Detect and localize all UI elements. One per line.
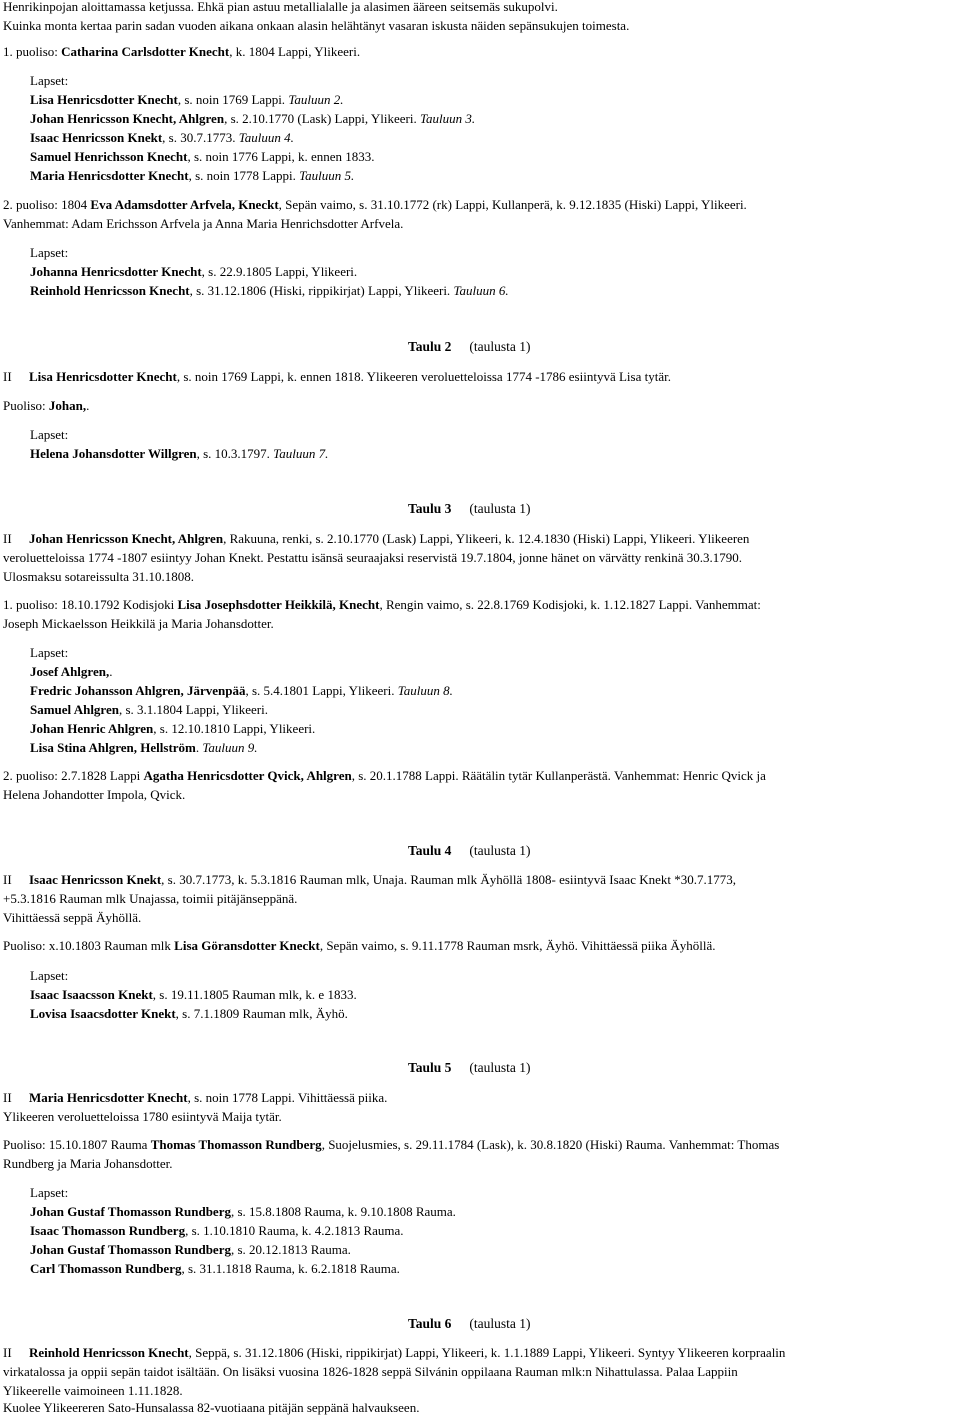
children-1-label: Lapset: — [30, 73, 69, 88]
child-entry: Helena Johansdotter Willgren, s. 10.3.1797. Tauluun 7. — [30, 446, 329, 461]
taulu-6-main: II Reinhold Henricsson Knecht, Seppä, s. 31.12.1806 (Hiski, rippikirjat) Lappi, Ylikeeri, k. 1.1.1889 Lappi, Ylikeeri. Syntyy Ylikeeren korpraalin — [3, 1345, 786, 1360]
child-entry: Lisa Stina Ahlgren, Hellström. Tauluun 9. — [30, 740, 258, 755]
table-reference: Tauluun 2. — [288, 92, 344, 107]
child-entry: Johan Gustaf Thomasson Rundberg, s. 20.12.1813 Rauma. — [30, 1242, 351, 1257]
table-reference: Tauluun 5. — [299, 168, 355, 183]
table-reference: Tauluun 4. — [238, 130, 294, 145]
child-entry: Johan Gustaf Thomasson Rundberg, s. 15.8.1808 Rauma, k. 9.10.1808 Rauma. — [30, 1204, 456, 1219]
taulu-6-line-2: virkatalossa ja oppii sepän taidot isältään. On lisäksi vuosina 1826-1828 seppä Silvánin oppilaana Rauman mlk:n Nihattulassa. Palaa Lappiin — [3, 1364, 738, 1379]
taulu-4-heading: Taulu 4 (taulusta 1) — [408, 843, 531, 858]
spouse-1-line: 1. puoliso: Catharina Carlsdotter Knecht, k. 1804 Lappi, Ylikeeri. — [3, 44, 361, 59]
taulu-3-spouse-2: 2. puoliso: 2.7.1828 Lappi Agatha Henricsdotter Qvick, Ahlgren, s. 20.1.1788 Lappi. Räätälin tytär Kullanperästä. Vanhemmat: Henric Qvick ja — [3, 768, 766, 783]
child-entry: Isaac Henricsson Knekt, s. 30.7.1773. Tauluun 4. — [30, 130, 294, 145]
taulu-6-line-4: Kuolee Ylikeereren Sato-Hunsalassa 82-vuotiaana pitäjän seppänä halvaukseen. — [3, 1400, 420, 1415]
taulu-2-heading: Taulu 2 (taulusta 1) — [408, 339, 531, 354]
taulu-3-main: II Johan Henricsson Knecht, Ahlgren, Rakuuna, renki, s. 2.10.1770 (Lask) Lappi, Ylikeeri, k. 12.4.1830 (Hiski) Lappi, Ylikeeri. Ylikeeren — [3, 531, 750, 546]
taulu-5-main: II Maria Henricsdotter Knecht, s. noin 1778 Lappi. Vihittäessä piika. — [3, 1090, 388, 1105]
taulu-4-main: II Isaac Henricsson Knekt, s. 30.7.1773, k. 5.3.1816 Rauman mlk, Unaja. Rauman mlk Äyhöllä 1808- esiintyvä Isaac Knekt *30.7.1773, — [3, 872, 736, 887]
taulu-4-line-2: +5.3.1816 Rauman mlk Unajassa, toimii pitäjänseppänä. — [3, 891, 298, 906]
taulu-5-heading: Taulu 5 (taulusta 1) — [408, 1060, 531, 1075]
taulu-3-line-3: Ulosmaksu sotareissulta 31.10.1808. — [3, 569, 195, 584]
child-entry: Maria Henricsdotter Knecht, s. noin 1778 Lappi. Tauluun 5. — [30, 168, 355, 183]
child-entry: Samuel Ahlgren, s. 3.1.1804 Lappi, Ylikeeri. — [30, 702, 268, 717]
child-entry: Lovisa Isaacsdotter Knekt, s. 7.1.1809 Rauman mlk, Äyhö. — [30, 1006, 348, 1021]
taulu-5-spouse: Puoliso: 15.10.1807 Rauma Thomas Thomasson Rundberg, Suojelusmies, s. 29.11.1784 (Lask), k. 30.8.1820 (Hiski) Rauma. Vanhemmat: Thomas — [3, 1137, 780, 1152]
taulu-4-spouse: Puoliso: x.10.1803 Rauman mlk Lisa Göransdotter Kneckt, Sepän vaimo, s. 9.11.1778 Rauman msrk, Äyhö. Vihittäessä piika Äyhöllä. — [3, 938, 716, 953]
taulu-3-heading: Taulu 3 (taulusta 1) — [408, 501, 531, 516]
taulu-3-spouse-1: 1. puoliso: 18.10.1792 Kodisjoki Lisa Josephsdotter Heikkilä, Knecht, Rengin vaimo, s. 22.8.1769 Kodisjoki, k. 1.12.1827 Lappi. Vanhemmat: — [3, 597, 761, 612]
child-entry: Samuel Henrichsson Knecht, s. noin 1776 Lappi, k. ennen 1833. — [30, 149, 375, 164]
spouse-2-parents: Vanhemmat: Adam Erichsson Arfvela ja Anna Maria Henrichsdotter Arfvela. — [3, 216, 404, 231]
taulu-3-children-label: Lapset: — [30, 645, 69, 660]
child-entry: Carl Thomasson Rundberg, s. 31.1.1818 Rauma, k. 6.2.1818 Rauma. — [30, 1261, 400, 1276]
taulu-5-children-label: Lapset: — [30, 1185, 69, 1200]
taulu-2-spouse: Puoliso: Johan,. — [3, 398, 90, 413]
table-reference: Tauluun 3. — [419, 111, 476, 126]
intro-line-1: Henrikinpojan aloittamassa ketjussa. Ehkä pian astuu metallialalle ja alasimen ääreen seitsemäs sukupolvi. — [3, 0, 558, 14]
spouse-2-line: 2. puoliso: 1804 Eva Adamsdotter Arfvela, Kneckt, Sepän vaimo, s. 31.10.1772 (rk) Lappi, Kullanperä, k. 9.12.1835 (Hiski) Lappi, Ylikeeri. — [3, 197, 747, 212]
child-entry: Reinhold Henricsson Knecht, s. 31.12.1806 (Hiski, rippikirjat) Lappi, Ylikeeri. Tauluun 6. — [30, 283, 509, 298]
table-reference: Tauluun 8. — [397, 683, 453, 698]
spouse-1-name: Catharina Carlsdotter Knecht — [61, 44, 230, 59]
taulu-6-heading: Taulu 6 (taulusta 1) — [408, 1316, 531, 1331]
child-entry: Isaac Isaacsson Knekt, s. 19.11.1805 Rauman mlk, k. e 1833. — [30, 987, 357, 1002]
child-entry: Johan Henric Ahlgren, s. 12.10.1810 Lappi, Ylikeeri. — [30, 721, 316, 736]
taulu-3-spouse-2-parents: Helena Johandotter Impola, Qvick. — [3, 787, 186, 802]
children-2-label: Lapset: — [30, 245, 69, 260]
taulu-2-children-label: Lapset: — [30, 427, 69, 442]
child-entry: Lisa Henricsdotter Knecht, s. noin 1769 Lappi. Tauluun 2. — [30, 92, 344, 107]
taulu-5-line-2: Ylikeeren veroluetteloissa 1780 esiintyvä Maija tytär. — [3, 1109, 282, 1124]
table-reference: Tauluun 7. — [273, 446, 329, 461]
spouse-2-name: Eva Adamsdotter Arfvela, Kneckt — [90, 197, 279, 212]
taulu-5-spouse-parents: Rundberg ja Maria Johansdotter. — [3, 1156, 173, 1171]
taulu-3-spouse-1-parents: Joseph Mickaelsson Heikkilä ja Maria Johansdotter. — [3, 616, 274, 631]
child-entry: Josef Ahlgren,. — [30, 664, 113, 679]
taulu-4-children-label: Lapset: — [30, 968, 69, 983]
child-entry: Isaac Thomasson Rundberg, s. 1.10.1810 Rauma, k. 4.2.1813 Rauma. — [30, 1223, 404, 1238]
child-entry: Johanna Henricsdotter Knecht, s. 22.9.1805 Lappi, Ylikeeri. — [30, 264, 358, 279]
intro-line-2: Kuinka monta kertaa parin sadan vuoden aikana onkaan alasin helähtänyt vasaran iskusta näiden sepänsukujen toimesta. — [3, 18, 630, 33]
taulu-4-line-3: Vihittäessä seppä Äyhöllä. — [3, 910, 142, 925]
child-entry: Johan Henricsson Knecht, Ahlgren, s. 2.10.1770 (Lask) Lappi, Ylikeeri. Tauluun 3. — [30, 111, 476, 126]
table-reference: Tauluun 6. — [453, 283, 509, 298]
child-entry: Fredric Johansson Ahlgren, Järvenpää, s. 5.4.1801 Lappi, Ylikeeri. Tauluun 8. — [30, 683, 453, 698]
taulu-6-line-3: Ylikeerelle vaimoineen 1.11.1828. — [3, 1383, 183, 1398]
taulu-3-line-2: veroluetteloissa 1774 -1807 esiintyy Johan Knekt. Pestattu isänsä seuraajaksi reservistä 19.7.1804, jonne hänet on värvätty renkinä 30.3.1790. — [3, 550, 743, 565]
table-reference: Tauluun 9. — [202, 740, 258, 755]
taulu-2-main: II Lisa Henricsdotter Knecht, s. noin 1769 Lappi, k. ennen 1818. Ylikeeren veroluetteloissa 1774 -1786 esiintyvä Lisa tytär. — [3, 369, 671, 384]
